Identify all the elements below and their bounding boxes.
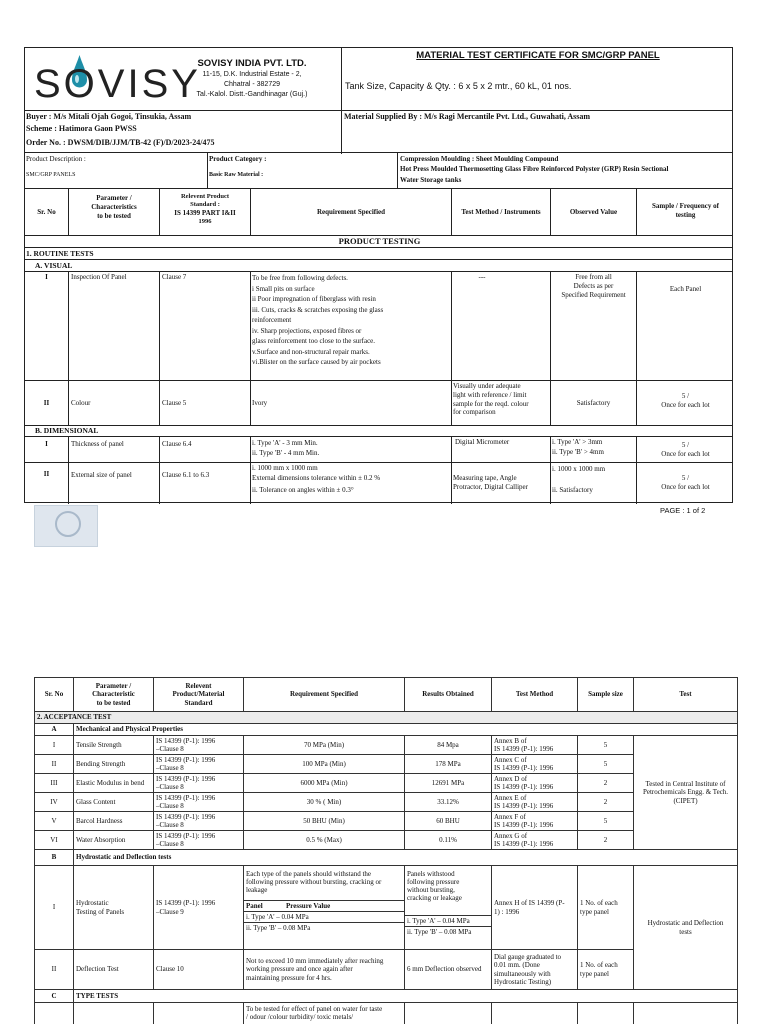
hydro-test-note: Hydrostatic and Deflection tests: [634, 866, 738, 990]
product-description-label: Product Description :: [26, 155, 86, 163]
buyer-line: Buyer : M/s Mitali Ojah Gogoi, Tinsukia, Assam: [26, 112, 192, 121]
dim-row-1-requirement: i. Type 'A' - 3 mm Min. ii. Type 'B' - 4 mm Min.: [252, 439, 320, 457]
col-header-sample: Sample / Frequency of testing: [652, 202, 719, 219]
p2-header-results: Results Obtained: [405, 678, 492, 712]
visual-row-1-sr: I: [45, 273, 48, 281]
cipet-note: Tested in Central Institute of Petrochemicals Engg. & Tech. (CIPET): [634, 736, 738, 850]
section-c-label: C: [35, 990, 74, 1003]
col-header-standard: Relevent Product Standard : IS 14399 PART I&II 1996: [174, 193, 236, 225]
compression-moulding: Compression Moulding : Sheet Moulding Compound: [400, 155, 559, 163]
visual-row-2-method: Visually under adequate light with reference / limit sample for the reqd. colour for comparison: [453, 382, 529, 417]
supplied-by-line: Material Supplied By : M/s Ragi Mercantile Pvt. Ltd., Guwahati, Assam: [344, 112, 591, 121]
col-header-requirement: Requirement Specified: [316, 208, 386, 216]
page-number: PAGE : 1 of 2: [660, 506, 706, 515]
table-row: IV Glass Content IS 14399 (P-1): 1996 –Clause 8 30 % ( Min) 33.12% Annex E of IS 14399 (P-1): 1996 2: [35, 793, 738, 812]
product-category-label: Product Category :: [209, 155, 267, 163]
section-b-title: Hydrostatic and Deflection tests: [74, 850, 738, 866]
visual-row-2-requirement: Ivory: [252, 399, 268, 407]
dim-row-2-sr: II: [43, 470, 50, 478]
company-address: 11-15, D.K. Industrial Estate - 2, Chhatral - 382729 Tal.-Kalol. Distt.-Gandhinagar (Guj.): [196, 71, 308, 99]
p2-header-standard: Relevent Product/Material Standard: [154, 678, 244, 712]
p2-header-srno: Sr. No: [35, 678, 74, 712]
col-header-srno: Sr. No: [37, 208, 56, 216]
visual-row-2-param: Colour: [71, 399, 91, 407]
dimensional-title: B. DIMENSIONAL: [35, 426, 99, 435]
dim-row-1-param: Thickness of panel: [71, 440, 124, 448]
company-logo: SOVISY: [34, 62, 201, 106]
product-testing-title: PRODUCT TESTING: [338, 236, 421, 246]
table-row: V Barcol Hardness IS 14399 (P-1): 1996 –Clause 8 50 BHU (Min) 60 BHU Annex F of IS 14399 (P-1): 1996 5: [35, 812, 738, 831]
table-row: II Deflection Test Clause 10 Not to exceed 10 mm immediately after reaching working pressure and once again after maintaining pressure for 4 hrs. 6 mm Deflection observed Dial gauge graduated to 0.01 mm. (Done simultaneously with Hydrostatic Testing) 1 No. of each type panel: [35, 950, 738, 990]
scheme-line: Scheme : Hatimora Gaon PWSS: [26, 124, 137, 133]
section-a-label: A: [35, 724, 74, 736]
dim-row-1-clause: Clause 6.4: [162, 440, 192, 448]
dim-row-1-observed: i. Type 'A' > 3mm ii. Type 'B' > 4mm: [552, 438, 604, 456]
dim-row-2-requirement: i. 1000 mm x 1000 mm External dimensions tolerance within ± 0.2 % ii. Tolerance on angles within ± 0.3°: [252, 464, 381, 494]
table-row: VI Water Absorption IS 14399 (P-1): 1996 –Clause 8 0.5 % (Max) 0.11% Annex G of IS 14399 (P-1): 1996 2: [35, 831, 738, 850]
p2-header-parameter: Parameter / Characteristic to be tested: [74, 678, 154, 712]
certificate-page-1: [24, 47, 733, 503]
dim-row-1-method: Digital Micrometer: [455, 438, 510, 446]
table-row: I Hydrostatic Testing of Panels IS 14399 (P-1): 1996 –Clause 9 Each type of the panels should withstand the following pressure without bursting, cracking or leakage Panel Pressure Value i. Type 'A' – 0.04 MPa ii. Type 'B' – 0.08 MPa Panels withstood following pressure without bursting, cracking or leakage i. Type 'A' – 0.04 MPa ii. Type 'B' – 0.08 MPa Annex H of IS 14399 (P- 1) : 1996 1 No. of each type panel Hydrostatic and Deflection tests: [35, 866, 738, 950]
p2-header-sample: Sample size: [578, 678, 634, 712]
dim-row-2-clause: Clause 6.1 to 6.3: [162, 471, 210, 479]
visual-row-2-observed: Satisfactory: [576, 399, 611, 407]
section-b-label: B: [35, 850, 74, 866]
dim-row-2-method: Measuring tape, Angle Protractor, Digital Calliper: [453, 474, 528, 491]
visual-title: A. VISUAL: [35, 261, 73, 270]
visual-row-1-clause: Clause 7: [162, 273, 187, 281]
table-row: I Tensile Strength IS 14399 (P-1): 1996 –Clause 8 70 MPa (Min) 84 Mpa Annex B of IS 14399 (P-1): 1996 5 Tested in Central Institute of Petrochemicals Engg. & Tech. (CIPET): [35, 736, 738, 755]
table-row: To be tested for effect of panel on water for taste / odour /colour turbidity/ toxic metals/: [35, 1003, 738, 1024]
acceptance-test-title: 2. ACCEPTANCE TEST: [35, 712, 738, 724]
visual-row-2-sr: II: [43, 399, 50, 407]
p2-header-requirement: Requirement Specified: [244, 678, 405, 712]
dim-row-1-sr: I: [45, 440, 48, 448]
dim-row-1-sample: 5 / Once for each lot: [661, 441, 710, 458]
p2-header-test: Test: [634, 678, 738, 712]
visual-row-1-param: Inspection Of Panel: [71, 273, 127, 281]
tank-details: Tank Size, Capacity & Qty. : 6 x 5 x 2 mtr., 60 kL, 01 nos.: [345, 81, 572, 91]
dim-row-2-sample: 5 / Once for each lot: [661, 474, 710, 491]
table-row: II Bending Strength IS 14399 (P-1): 1996 –Clause 8 100 MPa (Min) 178 MPa Annex C of IS 14399 (P-1): 1996 5: [35, 755, 738, 774]
routine-tests-title: 1. ROUTINE TESTS: [26, 249, 94, 258]
p2-header-method: Test Method: [492, 678, 578, 712]
order-line: Order No. : DWSM/DIB/JJM/TB-42 (F)/D/2023-24/475: [26, 138, 215, 147]
product-description-value: SMC/GRP PANELS: [26, 172, 76, 178]
table-row: III Elastic Modulus in bend IS 14399 (P-1): 1996 –Clause 8 6000 MPa (Min) 12691 MPa Annex D of IS 14399 (P-1): 1996 2: [35, 774, 738, 793]
col-header-observed: Observed Value: [569, 208, 618, 216]
dim-row-2-observed: i. 1000 x 1000 mm ii. Satisfactory: [552, 465, 606, 494]
visual-row-2-clause: Clause 5: [162, 399, 187, 407]
section-a-title: Mechanical and Physical Properties: [74, 724, 738, 736]
stamp-image: [34, 505, 98, 547]
dim-row-2-param: External size of panel: [71, 471, 132, 479]
col-header-parameter: Parameter / Characteristics to be tested: [91, 194, 137, 220]
water-storage: Water Storage tanks: [400, 176, 462, 184]
visual-row-1-sample: Each Panel: [669, 285, 702, 293]
col-header-method: Test Method / Instruments: [461, 208, 541, 216]
certificate-title: MATERIAL TEST CERTIFICATE FOR SMC/GRP PANEL: [416, 50, 660, 61]
raw-material-label: Basic Raw Material :: [209, 172, 264, 178]
hot-press-description: Hot Press Moulded Thermosetting Glass Fibre Reinforced Polyster (GRP) Resin Sectional: [400, 165, 669, 173]
visual-row-1-requirement: To be free from following defects. i Small pits on surface ii Poor impregnation of fiberglass with resin iii. Cuts, cracks & scratches exposing the glass reinforcement iv. Sharp projections, exposed fibres or glass reinforcement too close to the surface. v.Surface and non-structural repair marks. vi.Blister on the surface caused by air pockets: [252, 274, 384, 366]
certificate-page-2-table: [34, 677, 738, 1024]
visual-row-2-sample: 5 / Once for each lot: [661, 392, 710, 409]
visual-row-1-observed: Free from all Defects as per Specified Requirement: [561, 273, 626, 299]
company-name: SOVISY INDIA PVT. LTD.: [197, 58, 307, 69]
visual-row-1-method: ---: [478, 273, 486, 281]
section-c-title: TYPE TESTS: [74, 990, 738, 1003]
